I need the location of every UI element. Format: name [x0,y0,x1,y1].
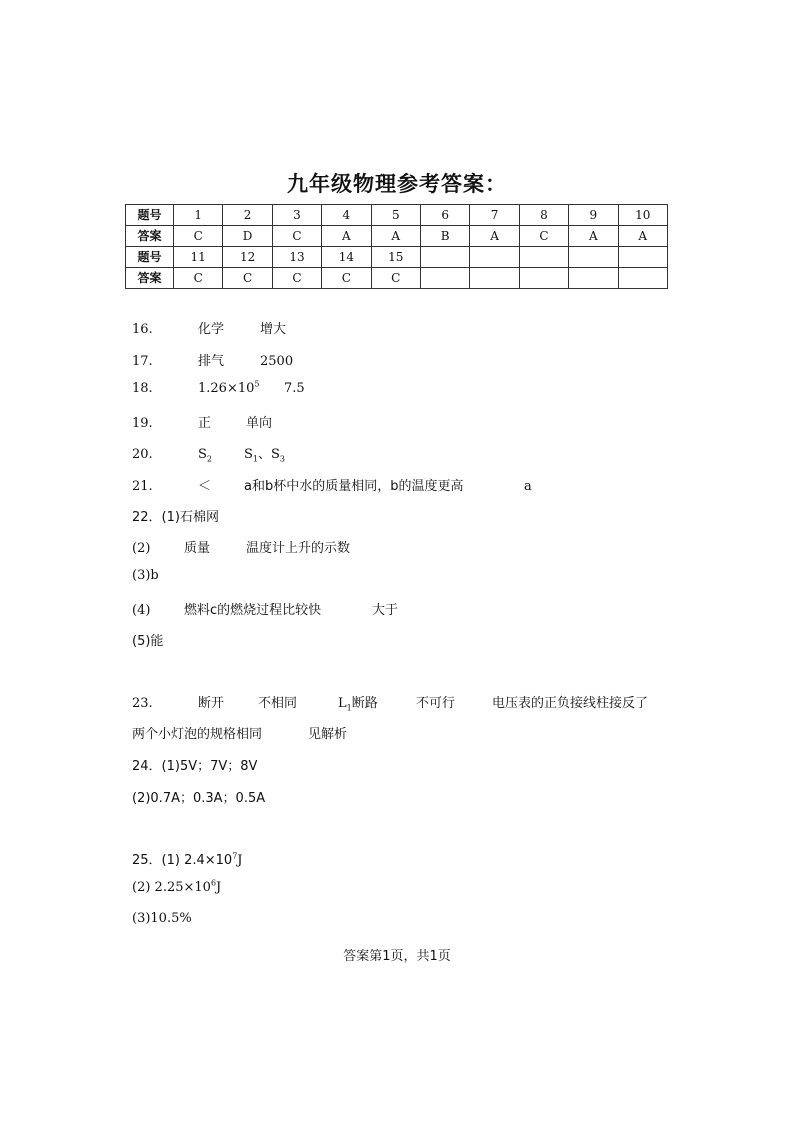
answer-24-2: (2)0.7A；0.3A；0.5A [132,791,266,806]
table-row [126,247,668,268]
table-cell: 9 [569,205,618,226]
table-cell: C [272,268,321,289]
table-cell [569,247,618,268]
table-cell: C [272,226,321,247]
table-cell: 8 [519,205,568,226]
answer-16: 16. 化学 增大 [132,322,287,337]
table-cell: 13 [272,247,321,268]
table-cell: C [174,268,223,289]
table-cell: C [223,268,272,289]
answer-22-4: (4) 燃料c的燃烧过程比较快 大于 [132,603,399,618]
table-cell: 5 [371,205,420,226]
table-row-header: 题号 [126,205,174,226]
answer-25-3: (3)10.5% [132,911,192,926]
table-cell: C [371,268,420,289]
answer-25-1: 25．(1) $2.4\times 10^7J$ [132,851,243,868]
table-cell: 15 [371,247,420,268]
table-cell: 1 [174,205,223,226]
table-row-header: 题号 [126,247,174,268]
answer-23: 23. 断开 不相同 $L_1$断路 不可行 电压表的正负接线柱接反了 [132,696,649,713]
answer-18: 18. $1.26\times 10^5$ 7.5 [132,379,305,396]
answer-20: 20. $S_2$ $S_1$、$S_3$ [132,447,286,464]
table-cell: 10 [618,205,667,226]
table-cell: 14 [322,247,371,268]
table-row-header: 答案 [126,268,174,289]
answer-22-3: (3)b [132,568,159,583]
answer-21: 21. ＜ a和b杯中水的质量相同，b的温度更高 a [132,479,532,494]
answer-23-cont: 两个小灯泡的规格相同 见解析 [132,727,348,742]
table-cell: A [371,226,420,247]
table-cell: 4 [322,205,371,226]
table-cell [618,268,667,289]
answer-24-1: 24．(1)5V；7V；8V [132,759,258,774]
table-cell [420,268,469,289]
table-cell [470,268,519,289]
table-cell [618,247,667,268]
table-cell: 2 [223,205,272,226]
answer-19: 19. 正 单向 [132,416,273,431]
table-cell: D [223,226,272,247]
answer-25-2: (2) $2.25\times 10^6J$ [132,878,222,895]
table-cell: A [322,226,371,247]
table-cell: 6 [420,205,469,226]
table-cell: 12 [223,247,272,268]
table-cell [420,247,469,268]
answer-17: 17. 排气 2500 [132,354,294,369]
table-cell [569,268,618,289]
page-title: 九年级物理参考答案： [287,172,507,196]
table-row [126,226,668,247]
answer-22-1: 22．(1)石棉网 [132,510,219,525]
table-cell: A [569,226,618,247]
answer-table [125,204,668,289]
page-footer: 答案第1页，共1页 [343,949,451,964]
table-cell: 3 [272,205,321,226]
table-cell [470,247,519,268]
table-cell: 7 [470,205,519,226]
table-cell [519,268,568,289]
table-row [126,205,668,226]
answer-22-5: (5)能 [132,634,164,649]
table-cell: A [470,226,519,247]
table-cell: C [174,226,223,247]
table-cell [519,247,568,268]
table-cell: C [322,268,371,289]
table-row [126,268,668,289]
table-row-header: 答案 [126,226,174,247]
table-cell: 11 [174,247,223,268]
answer-22-2: (2) 质量 温度计上升的示数 [132,541,351,556]
table-cell: C [519,226,568,247]
table-cell: A [618,226,667,247]
table-cell: B [420,226,469,247]
